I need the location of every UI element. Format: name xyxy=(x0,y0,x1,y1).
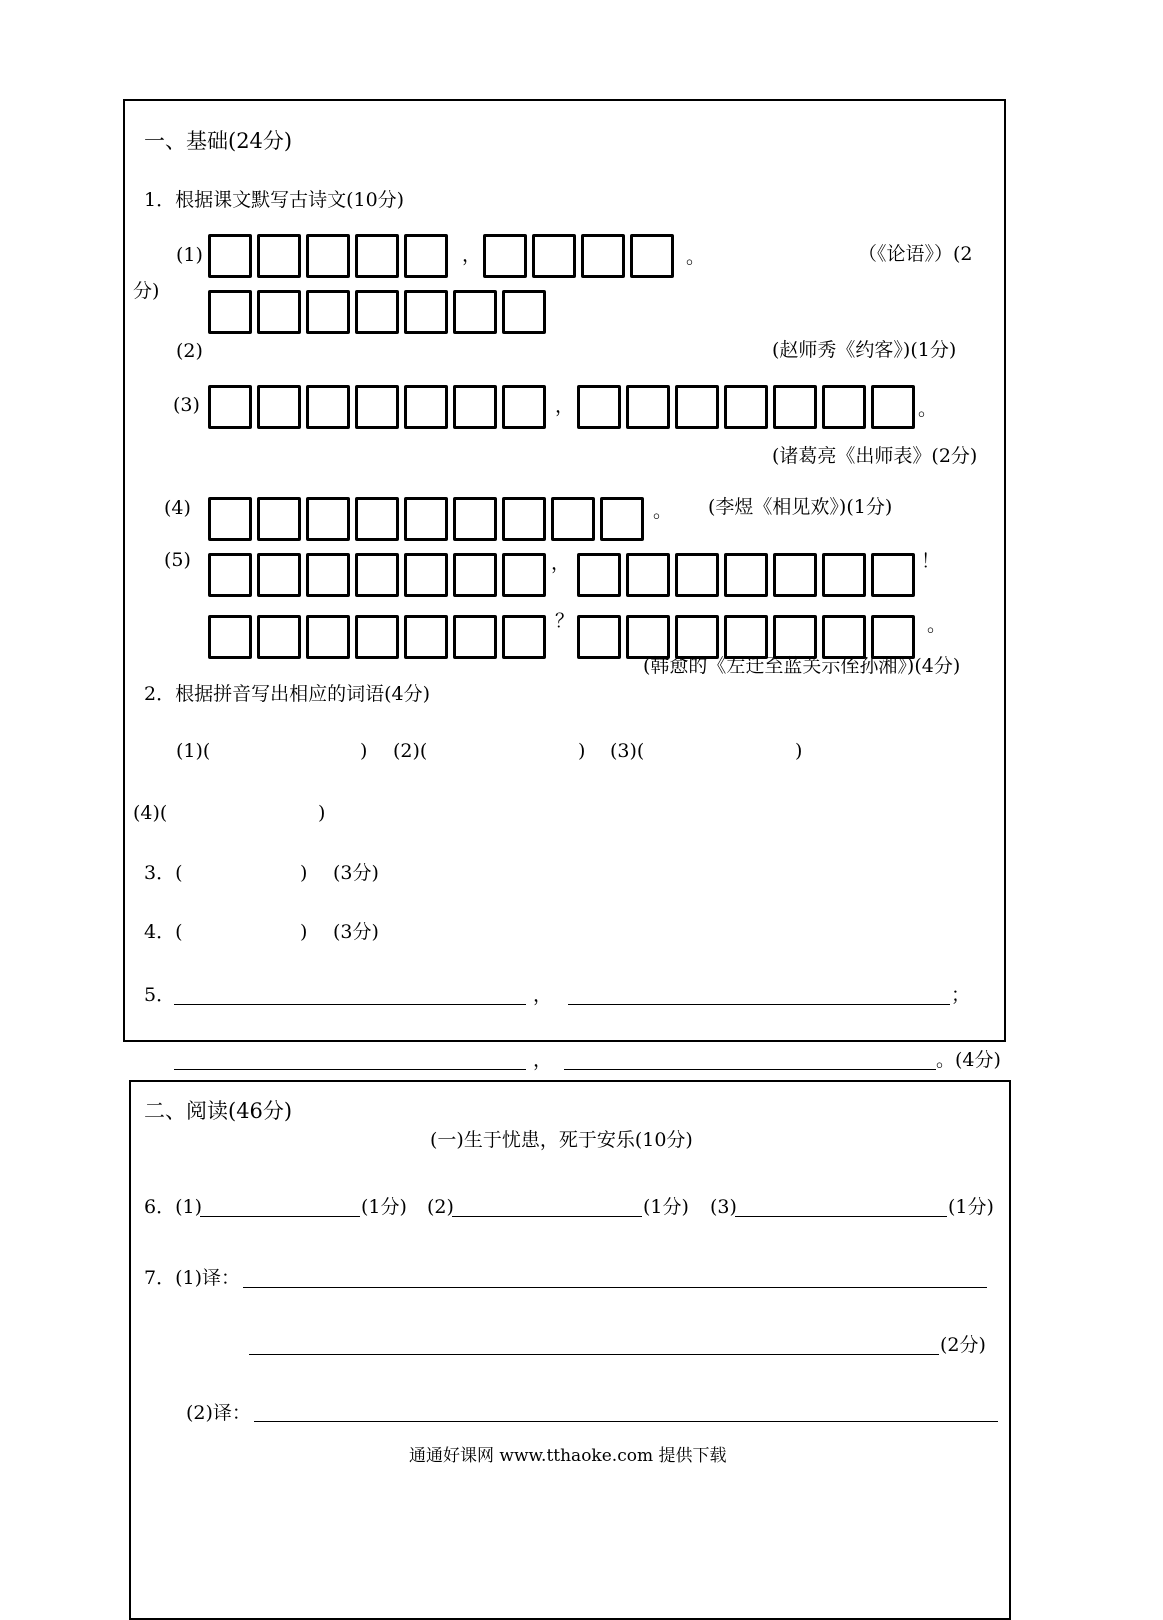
q6-line1[interactable] xyxy=(200,1216,360,1217)
q1-item3-boxes-a[interactable] xyxy=(208,385,546,429)
q1-stem: 1．根据课文默写古诗文(10分) xyxy=(144,189,405,211)
answer-box[interactable] xyxy=(404,234,448,278)
answer-box[interactable] xyxy=(675,553,719,597)
answer-box[interactable] xyxy=(626,553,670,597)
q7-num: 7．(1)译： xyxy=(144,1267,241,1289)
answer-box[interactable] xyxy=(257,553,301,597)
q1-item3-source: (诸葛亮《出师表》(2分) xyxy=(772,445,978,467)
answer-box[interactable] xyxy=(306,290,350,334)
page-footer: 通通好课网 www.tthaoke.com 提供下载 xyxy=(409,1446,727,1466)
answer-box[interactable] xyxy=(822,385,866,429)
answer-box[interactable] xyxy=(355,234,399,278)
answer-box[interactable] xyxy=(773,615,817,659)
answer-box[interactable] xyxy=(551,497,595,541)
q1-item1-boxes-b[interactable] xyxy=(483,234,674,278)
answer-box[interactable] xyxy=(724,385,768,429)
answer-box[interactable] xyxy=(257,497,301,541)
answer-box[interactable] xyxy=(306,497,350,541)
answer-box[interactable] xyxy=(355,497,399,541)
q3-score: (3分) xyxy=(333,862,379,884)
answer-box[interactable] xyxy=(675,385,719,429)
answer-box[interactable] xyxy=(502,497,546,541)
q1-item4-period: 。 xyxy=(653,500,673,522)
answer-box[interactable] xyxy=(404,553,448,597)
q1-item1-source: （《论语》）(2 xyxy=(858,243,973,265)
q1-item4-boxes[interactable] xyxy=(208,497,644,541)
q1-item2-num: (2) xyxy=(176,340,203,362)
answer-box[interactable] xyxy=(355,290,399,334)
answer-box[interactable] xyxy=(453,497,497,541)
answer-box[interactable] xyxy=(577,385,621,429)
q1-item5-boxes-d[interactable] xyxy=(577,615,915,659)
q1-item3-comma: ， xyxy=(555,395,575,417)
q1-item1-boxes-a[interactable] xyxy=(208,234,448,278)
q3-close: ) xyxy=(300,862,308,884)
answer-box[interactable] xyxy=(871,553,915,597)
q4-close: ) xyxy=(300,921,308,943)
q1-item5-question: ？ xyxy=(555,610,575,632)
answer-box[interactable] xyxy=(453,553,497,597)
q6-part2: (2) xyxy=(427,1196,454,1218)
q6-score2: (1分) xyxy=(643,1196,689,1218)
section2-frame xyxy=(129,1080,1011,1620)
answer-box[interactable] xyxy=(404,385,448,429)
answer-box[interactable] xyxy=(502,385,546,429)
answer-box[interactable] xyxy=(453,615,497,659)
q5-line1[interactable] xyxy=(174,1004,526,1005)
q1-item5-boxes-c[interactable] xyxy=(208,615,546,659)
answer-box[interactable] xyxy=(306,553,350,597)
q7-score: (2分) xyxy=(940,1334,986,1356)
q5-comma2: ， xyxy=(533,1049,553,1071)
answer-box[interactable] xyxy=(626,385,670,429)
answer-box[interactable] xyxy=(675,615,719,659)
answer-box[interactable] xyxy=(502,553,546,597)
answer-box[interactable] xyxy=(208,290,252,334)
q2-blank2-open: (2)( xyxy=(393,740,428,762)
q3-num: 3．( xyxy=(144,862,183,884)
q1-item4-num: (4) xyxy=(164,497,191,519)
q7-part2: (2)译： xyxy=(186,1402,251,1424)
answer-box[interactable] xyxy=(208,615,252,659)
q5-comma: ， xyxy=(533,984,553,1006)
answer-box[interactable] xyxy=(577,553,621,597)
q5-end: 。(4分) xyxy=(936,1049,1001,1071)
q1-item5-boxes-b[interactable] xyxy=(577,553,915,597)
answer-box[interactable] xyxy=(502,615,546,659)
q2-blank3-close: ) xyxy=(795,740,803,762)
q4-num: 4．( xyxy=(144,921,183,943)
q6-num: 6．(1) xyxy=(144,1196,203,1218)
q7-line3[interactable] xyxy=(254,1421,998,1422)
q4-score: (3分) xyxy=(333,921,379,943)
answer-box[interactable] xyxy=(773,385,817,429)
q1-item1-comma: ， xyxy=(462,244,482,266)
answer-box[interactable] xyxy=(871,615,915,659)
q1-item5-source: (韩愈的《左迁至蓝关示侄孙湘》)(4分) xyxy=(643,655,961,677)
q7-line2[interactable] xyxy=(249,1354,939,1355)
q1-item1-num: (1) xyxy=(176,244,203,266)
q1-item5-num: (5) xyxy=(164,549,191,571)
answer-box[interactable] xyxy=(822,553,866,597)
q1-item1-source-wrap: 分) xyxy=(133,280,160,302)
q2-blank3-open: (3)( xyxy=(610,740,645,762)
section1-title: 一、基础(24分) xyxy=(144,129,293,153)
answer-box[interactable] xyxy=(404,615,448,659)
answer-box[interactable] xyxy=(306,385,350,429)
answer-box[interactable] xyxy=(355,615,399,659)
q5-line3[interactable] xyxy=(174,1069,526,1070)
answer-box[interactable] xyxy=(208,385,252,429)
answer-box[interactable] xyxy=(355,553,399,597)
q1-item5-period: 。 xyxy=(927,614,947,636)
q5-line4[interactable] xyxy=(564,1069,936,1070)
q1-item5-comma: ， xyxy=(551,552,571,574)
answer-box[interactable] xyxy=(724,553,768,597)
answer-box[interactable] xyxy=(483,234,527,278)
q2-blank2-close: ) xyxy=(578,740,586,762)
answer-box[interactable] xyxy=(257,234,301,278)
answer-box[interactable] xyxy=(532,234,576,278)
q6-score3: (1分) xyxy=(948,1196,994,1218)
q2-stem: 2．根据拼音写出相应的词语(4分) xyxy=(144,683,431,705)
q1-item1-period: 。 xyxy=(686,246,706,268)
q1-item3-boxes-b[interactable] xyxy=(577,385,915,429)
answer-box[interactable] xyxy=(502,290,546,334)
answer-box[interactable] xyxy=(306,615,350,659)
answer-box[interactable] xyxy=(600,497,644,541)
answer-box[interactable] xyxy=(257,385,301,429)
q5-semicolon: ； xyxy=(951,984,971,1006)
q2-blank1-close: ) xyxy=(360,740,368,762)
answer-box[interactable] xyxy=(355,385,399,429)
q2-blank4-open: (4)( xyxy=(133,802,168,824)
answer-box[interactable] xyxy=(257,615,301,659)
q6-line3[interactable] xyxy=(735,1216,947,1217)
answer-box[interactable] xyxy=(208,497,252,541)
q6-score1: (1分) xyxy=(361,1196,407,1218)
q1-item2-source: (赵师秀《约客》)(1分) xyxy=(772,339,957,361)
answer-box[interactable] xyxy=(871,385,915,429)
answer-box[interactable] xyxy=(626,615,670,659)
answer-box[interactable] xyxy=(724,615,768,659)
answer-box[interactable] xyxy=(208,234,252,278)
answer-box[interactable] xyxy=(208,553,252,597)
q2-blank4-close: ) xyxy=(318,802,326,824)
q7-line1[interactable] xyxy=(243,1287,987,1288)
q5-line2[interactable] xyxy=(568,1004,950,1005)
q1-item2-boxes[interactable] xyxy=(208,290,546,334)
q2-blank1-open: (1)( xyxy=(176,740,211,762)
q1-item3-period: 。 xyxy=(918,398,938,420)
answer-box[interactable] xyxy=(581,234,625,278)
answer-box[interactable] xyxy=(404,290,448,334)
answer-box[interactable] xyxy=(453,385,497,429)
answer-box[interactable] xyxy=(453,290,497,334)
answer-box[interactable] xyxy=(630,234,674,278)
answer-box[interactable] xyxy=(577,615,621,659)
q5-num: 5． xyxy=(144,984,176,1006)
q6-part3: (3) xyxy=(710,1196,737,1218)
q1-item4-source: (李煜《相见欢》)(1分) xyxy=(708,496,893,518)
answer-box[interactable] xyxy=(404,497,448,541)
section2-title: 二、阅读(46分) xyxy=(144,1099,293,1123)
answer-box[interactable] xyxy=(257,290,301,334)
answer-box[interactable] xyxy=(773,553,817,597)
answer-box[interactable] xyxy=(306,234,350,278)
q1-item5-boxes-a[interactable] xyxy=(208,553,546,597)
q1-item5-exclaim: ！ xyxy=(921,550,941,572)
section2-subtitle: (一)生于忧患，死于安乐(10分) xyxy=(430,1129,693,1151)
q6-line2[interactable] xyxy=(452,1216,642,1217)
answer-box[interactable] xyxy=(822,615,866,659)
q1-item3-num: (3) xyxy=(173,394,200,416)
